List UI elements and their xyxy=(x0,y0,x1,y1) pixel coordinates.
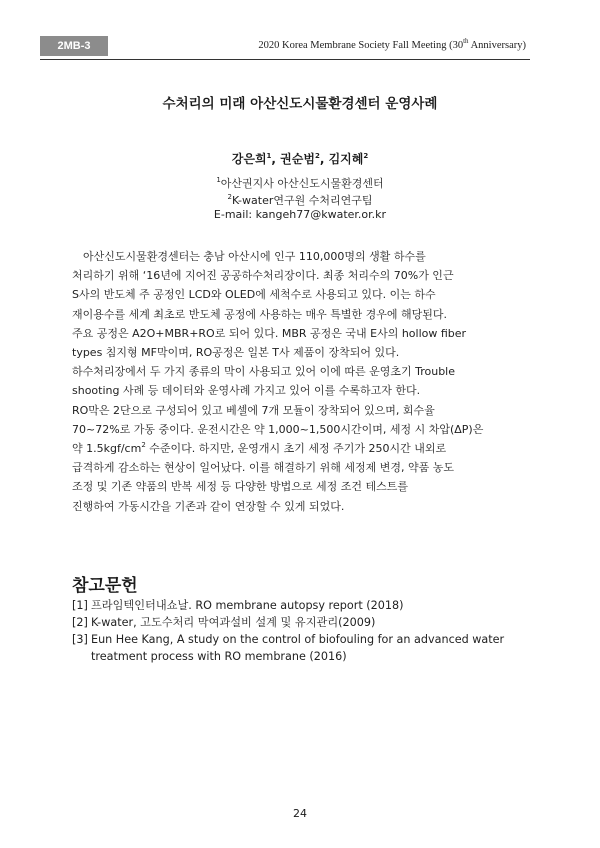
affiliation-2 xyxy=(0,192,600,208)
abstract-line: S사의 반도체 주 공정인 LCD와 OLED에 세척수로 사용되고 있다. 이는 하수 xyxy=(72,288,436,302)
author-affiliation-mark: 1 xyxy=(266,152,272,160)
abstract-line: types 침지형 MF막이며, RO공정은 일본 T사 제품이 장착되어 있다. xyxy=(72,346,400,360)
abstract-line: shooting 사례 등 데이터와 운영사례 가지고 있어 이를 수록하고자 한다. xyxy=(72,384,421,398)
reference-number: [3] xyxy=(72,633,88,646)
abstract-body xyxy=(72,247,530,516)
abstract-line: 하수처리장에서 두 가지 종류의 막이 사용되고 있어 이에 따른 운영초기 Trouble xyxy=(72,365,456,379)
author-affiliation-mark: 2 xyxy=(314,152,320,160)
abstract-line: 조정 및 기존 약품의 반복 세정 등 다양한 방법으로 세정 조건 테스트를 xyxy=(72,480,408,494)
abstract-line: 진행하여 가동시간을 기존과 같이 연장할 수 있게 되었다. xyxy=(72,499,345,513)
reference-item xyxy=(72,631,542,665)
conference-name: 2020 Korea Membrane Society Fall Meeting (30 xyxy=(258,40,464,51)
author-name: 권순범 xyxy=(280,152,315,166)
abstract-line: 70~72%로 가동 중이다. 운전시간은 약 1,000~1,500시간이며, 세정 시 차압(ΔP)은 xyxy=(72,422,484,436)
abstract-line: 아산신도시물환경센터는 충남 아산시에 인구 110,000명의 생활 하수를 xyxy=(72,250,426,263)
abstract-line-segment: 약 1.5kgf/cm xyxy=(72,442,142,456)
references-heading: 참고문헌 xyxy=(72,576,138,596)
abstract-line: 주요 공정은 A2O+MBR+RO로 되어 있다. MBR 공정은 국내 E사의 hollow fiber xyxy=(72,326,467,340)
author-affiliation-mark: 2 xyxy=(363,152,369,160)
header-rule xyxy=(40,59,530,60)
references-list xyxy=(72,597,542,665)
reference-number: [2] xyxy=(72,616,88,629)
author-name: 강은희 xyxy=(231,152,267,166)
abstract-line: 처리하기 위해 ‘16년에 지어진 공공하수처리장이다. 최종 처리수의 70%가 인근 xyxy=(72,269,454,283)
paper-title: 수처리의 미래 아산신도시물환경센터 운영사례 xyxy=(162,96,438,112)
abstract-line-segment: 수준이다. 하지만, 운영개시 초기 세정 주기가 250시간 내외로 xyxy=(145,442,447,456)
author-list: 강은희$^1$, 권순범$^2$, 김지혜$^2$ xyxy=(231,152,369,166)
abstract-line: 급격하게 감소하는 현상이 일어났다. 이를 해결하기 위해 세정제 변경, 약품 농도 xyxy=(72,461,454,475)
affiliation-mark: 2 xyxy=(227,193,232,201)
affiliation-text: 아산권지사 아산신도시물환경센터 xyxy=(220,177,384,190)
conference-name-end: Anniversary) xyxy=(468,40,526,51)
reference-item xyxy=(72,614,542,631)
reference-text: K-water, 고도수처리 막여과설비 설계 및 유지관리(2009) xyxy=(91,616,376,629)
reference-number: [1] xyxy=(72,599,88,612)
abstract-line xyxy=(72,439,530,458)
reference-item xyxy=(72,597,542,614)
page-number: 24 xyxy=(293,807,307,820)
reference-text: Eun Hee Kang, A study on the control of biofouling for an advanced water treatment process with RO membrane (2016) xyxy=(91,633,505,663)
abstract-line: 재이용수를 세계 최초로 반도체 공정에 사용하는 매우 특별한 경우에 해당된다. xyxy=(72,307,447,321)
affiliation-mark: 1 xyxy=(216,176,221,184)
abstract-line: RO막은 2단으로 구성되어 있고 베셀에 7개 모듈이 장착되어 있으며, 회수율 xyxy=(72,403,435,417)
author-name: 김지혜 xyxy=(328,152,364,166)
affiliation-text: K-water연구원 수처리연구팀 xyxy=(231,194,373,207)
conference-header xyxy=(258,37,526,51)
unit-superscript: 2 xyxy=(141,441,146,450)
session-code-badge: 2MB-3 xyxy=(40,36,108,56)
affiliation-1 xyxy=(0,175,600,191)
author-email: E-mail: kangeh77@kwater.or.kr xyxy=(213,208,387,221)
reference-text: 프라임텍인터내쇼날. RO membrane autopsy report (2018) xyxy=(91,599,404,612)
conference-ordinal-suffix: th xyxy=(463,37,469,45)
